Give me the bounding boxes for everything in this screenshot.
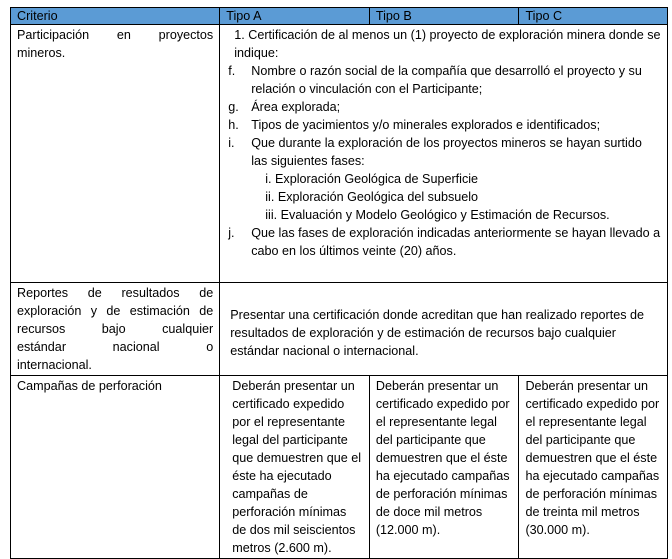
sub-list-item: i. Exploración Geológica de Superficie [265,172,479,186]
list-item-text: Que durante la exploración de los proyectos mineros se hayan surtido las siguientes fases: [251,136,642,168]
tipo-c-cell: Deberán presentar un certificado expedido por el representante legal del participante que demuestren que el éste ha ejecutado campañas de perforación mínimas de treinta mil metros (30.000 m). [519,376,668,559]
requirements-cell [220,283,668,376]
list-item-label: f. [228,64,236,78]
sub-list-item: ii. Exploración Geológica del subsuelo [265,190,479,204]
criterio-text-line: mineros. [17,46,66,60]
list-item-text: Tipos de yacimientos y/o minerales explorados e identificados; [251,118,601,132]
header-tipo-b: Tipo B [369,8,519,25]
criterio-cell: Campañas de perforación [11,376,220,559]
sub-list-item: iii. Evaluación y Modelo Geológico y Estimación de Recursos. [265,208,610,222]
list-item-label: h. [228,118,239,132]
document-page [10,7,668,559]
list-item [228,134,661,170]
list-item-label: i. [228,136,235,150]
table-row [11,25,668,283]
tipo-b-cell: Deberán presentar un certificado expedido por el representante legal del participante que demuestren que el éste ha ejecutado campañas de perforación mínimas de doce mil metros (12.000 m). [369,376,519,559]
list-item-text: Nombre o razón social de la compañía que desarrolló el proyecto y su relación o vinculación con el Participante; [251,64,642,96]
requirement-text: Presentar una certificación donde acreditan que han realizado reportes de resultados de exploración y de estimación de recursos bajo cualquier estándar nacional o internacional. [230,308,644,358]
requirement-intro: 1. Certificación de al menos un (1) proyecto de exploración minera donde se indique: [234,28,661,60]
header-tipo-a: Tipo A [220,8,370,25]
list-item [228,224,661,260]
table-row [11,376,668,559]
table-row [11,283,668,376]
list-item-label: j. [228,226,235,240]
table-header-row [11,8,668,25]
list-item-text: Área explorada; [251,100,341,114]
requirements-cell [220,25,668,283]
header-criterio: Criterio [11,8,220,25]
criterio-text-line: recursos bajo cualquier [17,322,214,336]
list-item [228,62,661,98]
list-item [228,116,661,134]
criterio-text-line: Participación en proyectos [17,28,214,42]
criterio-text-line: estándar nacional o [17,340,214,354]
criterio-cell [11,25,220,283]
list-item [228,98,661,116]
list-item-text: Que las fases de exploración indicadas anteriormente se hayan llevado a cabo en los últimos veinte (20) años. [251,226,661,258]
tipo-a-cell: Deberán presentar un certificado expedido por el representante legal del participante que demuestren que el éste ha ejecutado campañas de perforación mínimas de dos mil seiscientos metros (2.600 m). [220,376,370,559]
criteria-table [10,7,668,559]
list-item-label: g. [228,100,239,114]
header-tipo-c: Tipo C [519,8,668,25]
criterio-text-line: exploración y de estimación de [17,304,214,318]
criterio-text-line: internacional. [17,358,92,372]
criterio-cell [11,283,220,376]
criterio-text-line: Reportes de resultados de [17,286,214,300]
